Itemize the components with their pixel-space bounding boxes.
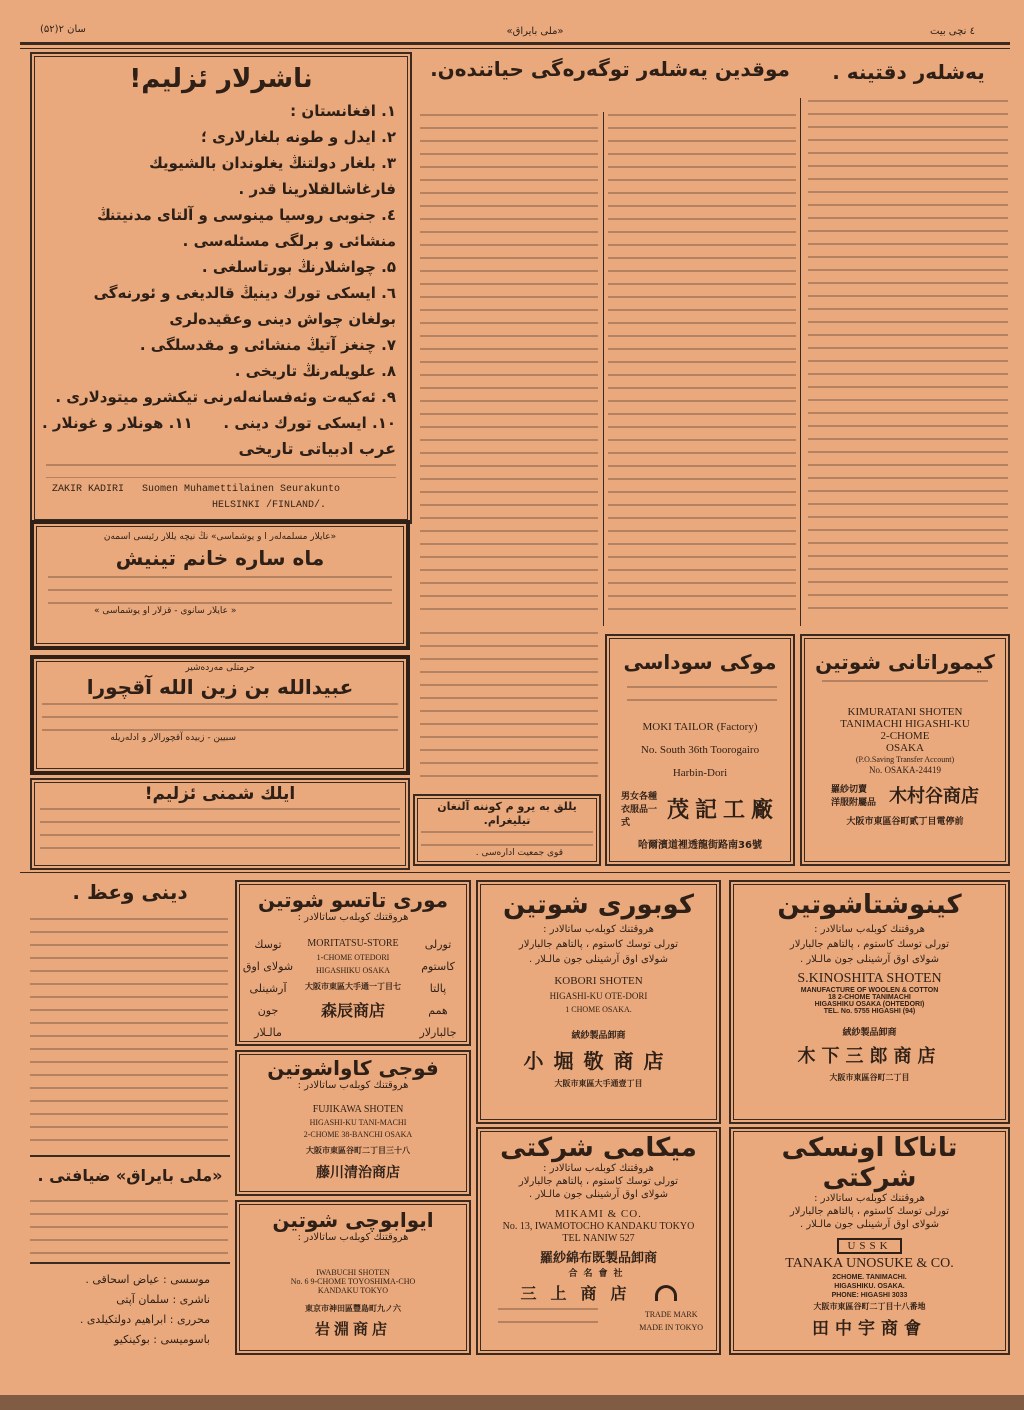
page-edge [0,1395,1024,1410]
article-body-text [822,680,988,692]
article-body-text [498,1308,598,1334]
ad-cjk-text: 絨紗製品卸商 [842,1028,897,1038]
telegram-box [413,794,601,866]
side-label: جالبارلار [419,1026,457,1039]
ad-address: No. 6 9-CHOME TOYOSHIMA-CHO [290,1277,416,1286]
ad-phone: TEL NANIW 527 [562,1233,635,1244]
ad-cjk-address: 大阪市東區谷町二丁目十八番地 [813,1302,926,1311]
ad-cjk-name: 小堀敬商店 [523,1049,674,1073]
ad-tagline: هروقتنك کوبله‌ب ساتالادر : [814,924,925,935]
ad-company-name: FUJIKAWA SHOTEN [312,1104,404,1115]
wanted-box [30,778,410,870]
obituary-name: عبیدالله بن زین الله آقچورا [86,675,354,699]
ad-company-name: KOBORI SHOTEN [554,975,643,987]
header-rule [20,48,1010,49]
iwabuchi-ad [235,1200,471,1355]
box-title: ایلك شمنی ئزلیم! [144,784,296,804]
ad-address: No. 13, IWAMOTOCHO KANDAKU TOKYO [502,1221,695,1232]
ad-company-name: KIMURATANI SHOTEN [847,706,963,718]
column-rule [800,98,801,626]
ad-cjk-address: 大阪市東區大手通壹丁目 [554,1079,643,1088]
ad-cjk-text: 羅紗切賣 洋服附屬品 [831,785,877,808]
ad-account: (P.O.Saving Transfer Account) [855,755,955,764]
ad-cjk-address: 大阪市東區谷町二丁目 [829,1073,910,1082]
kimuratani-ad [800,634,1010,866]
column-rule [603,112,604,626]
ad-company-name: IWABUCHI SHOTEN [316,1268,390,1277]
article-body-text [40,808,400,860]
obituary-intro: «عایلار مسلمه‌له‌ر ا و یوشماسی» نڭ نیچه یللار رئیسی اسمه‌ن [103,532,337,542]
ad-address: 2CHOME. TANIMACHI. [832,1274,907,1281]
ad-company-name: MIKAMI & CO. [555,1208,642,1220]
box-closing: قوی جمعیت اداره‌سی . [475,848,563,858]
list-item: ٤. جنوبی روسیا مینوسی و آلتای مدنیتنڭ منشائی و برلگی مسئله‌سی . [97,206,396,250]
ad-cjk-address: 大阪市東區谷町二丁目三十八 [306,1146,410,1155]
ad-address: MANUFACTURE OF WOOLEN & COTTON [800,987,939,994]
ad-company-name: S.KINOSHITA SHOTEN [797,971,942,986]
ad-tagline: شولای اوق آرشینلی جون مالـلار . [799,1219,940,1230]
ad-tagline: تورلی توسك کاستوم ، پالتاهم جالبارلار [789,939,950,950]
box-title: یللق به یرو م کوننه آلنغان تیلیغرام. [437,800,577,827]
issue-number: سان ۲(۵۲) [40,24,86,35]
article-body-text [420,114,598,620]
section-rule [30,1155,230,1157]
list-item: ۵. چواشلارنڭ بورتاسلغی . [201,258,396,276]
side-label: پالتا [429,982,447,995]
ad-title: میکامی شرکتی [500,1133,697,1163]
obituary-box [30,520,410,650]
ad-cjk-text: 合名會社 [568,1269,629,1279]
article-body-text [808,100,1008,620]
ad-cjk-text: 絨紗製品卸商 [571,1031,626,1041]
ad-title: ایوابوچی شوتین [272,1208,434,1232]
list-item: ۱۱. هونلار و غونلار . [42,414,193,432]
ad-title: موری تاتسو شوتین [258,888,448,912]
ussk-badge: USSK [837,1238,901,1254]
kinoshita-ad [729,880,1010,1124]
moritatsu-ad [235,880,471,1046]
obituary-box [30,655,410,775]
ad-cjk-name: 藤川清治商店 [316,1165,400,1181]
article-body-text [421,831,593,847]
staff-item: ناشری : سلمان آپتی [116,1293,210,1306]
ad-cjk-name: 森辰商店 [320,1001,385,1020]
article-body-text [42,703,398,731]
ad-tagline: هروقتنك کوبله‌ب ساتالادر : [297,912,409,923]
ad-address: HIGASHI-KU OTE-DORI [549,991,648,1001]
article-body-text [30,1200,228,1256]
ad-address: 2-CHOME [880,730,930,742]
section-rule [20,872,1010,873]
ad-cjk-address: 東京市神田區豐島町九ノ六 [305,1304,401,1313]
ad-company-name: MOKI TAILOR (Factory) [642,721,758,733]
obituary-name: ماه ساره خانم تینیش [115,546,325,570]
list-item: ۸. علویله‌رنڭ تاریخی . [234,362,396,380]
article-title: یه‌شله‌ر دقتینه . [832,60,985,84]
side-label: کاستوم [421,960,455,973]
ad-address: HIGASHIKU OSAKA (OHTEDORI) [814,1001,925,1008]
address-line: ZAKIR KADIRI Suomen Muhamettilainen Seurakunto [52,484,341,495]
obituary-intro: حرمتلی مه‌رده‌شیر [185,663,255,673]
ad-tagline: شولای اوق آرشینلی جون مالـلار . [528,954,669,965]
ad-cjk-text: 男女各種衣服品一式 [620,792,657,828]
side-label: شولای اوق [242,960,294,973]
ad-cjk-name: 茂記工廠 [666,798,779,823]
ad-cjk-name: 三上商店 [520,1284,641,1303]
fujikawa-ad [235,1050,471,1196]
ad-address: Harbin-Dori [672,767,728,779]
ad-tagline: هروقتنك کوبله‌ب ساتالادر : [297,1080,409,1091]
ad-address: 2-CHOME 38-BANCHI OSAKA [303,1130,413,1139]
header-rule [20,42,1010,45]
mikami-ad [476,1127,721,1355]
side-label: جون [257,1004,279,1017]
ad-title: کینوشتاشوتین [777,890,962,920]
staff-item: باسومیسی : بوکینکیو [114,1333,210,1346]
ad-phone: PHONE: HIGASHI 3033 [831,1292,908,1299]
ad-address: KANDAKU TOKYO [317,1286,389,1295]
ad-address: HIGASHI-KU TANI-MACHI [309,1118,407,1127]
ad-tagline: تورلی توسك کاستوم ، پالتاهم جالبارلار [518,1176,679,1187]
article-title: «ملی بایراق» ضیافتی . [37,1166,223,1185]
kobori-ad [476,880,721,1124]
list-item: ٦. ایسکی تورك دینیڭ قالدیغی و ئورنه‌گی بولغان چواش دینی وعقیده‌لری [93,284,396,328]
side-label: مالـلار [254,1026,282,1039]
obituary-closing: « عایلار سانوی - قزلار او یوشماسی » [94,606,237,616]
ad-address: 1-CHOME OTEDORI [316,953,390,962]
tanaka-ad [729,1127,1010,1355]
ad-address: HIGASHIKU OSAKA [316,966,390,975]
trademark-label: TRADE MARK [644,1310,698,1319]
ad-cjk-name: 岩淵商店 [314,1320,391,1338]
ad-tagline: هروقتنك کوبله‌ب ساتالادر : [543,924,654,935]
article-body-text [48,576,392,604]
ad-title: موکی سوداسی [623,650,777,674]
list-item: ۳. بلغار دولتنڭ یغلوندان بالشیویك فارغاشالقلارینا قدر . [149,154,396,198]
list-item: ۹. ئه‌کیه‌ت وئه‌فسانه‌له‌رنی تیکشرو میتودلاری . [55,388,396,406]
article-body-text [420,632,598,788]
ad-tagline: تورلی توسك کاستوم ، پالتاهم جالبارلار [789,1206,950,1217]
list-item: ۱۰. ایسکی تورك دینی . [223,414,396,432]
ad-cjk-address: 大阪市東區大手通一丁目七 [305,982,401,991]
staff-item: محرری : ابراهیم دولتکیلدی . [79,1313,210,1326]
article-body-text [46,464,396,478]
section-rule [30,1262,230,1264]
moki-tailor-ad [605,634,795,866]
ad-tagline: شولای اوق آرشینلی جون مالـلار . [528,1189,669,1200]
article-body-text [30,918,228,1148]
list-item: ۷. چنغز آتیڭ منشائی و مقدسلگی . [139,336,396,354]
ad-title: کیموراتانی شوتین [815,650,995,674]
ad-address: No. South 36th Toorogairo [640,744,760,756]
trademark-logo-icon [655,1285,677,1301]
page-number: ٤ نچی بیت [930,26,975,37]
ad-company-name: TANAKA UNOSUKE & CO. [785,1256,954,1271]
address-line: HELSINKI /FINLAND/. [212,500,327,511]
article-title: موقدین یه‌شله‌ر توگه‌ره‌گی حیاتنده‌ن. [430,57,790,81]
side-label: همم [428,1004,448,1017]
staff-item: موسسی : عیاض اسحاقی . [85,1273,210,1286]
ad-tagline: هروقتنك کوبله‌ب ساتالادر : [297,1232,409,1243]
ad-cjk-text: 羅紗綿布既製品卸商 [539,1251,657,1266]
ad-cjk-name: 木下三郎商店 [797,1046,942,1067]
staff-list [40,1270,210,1350]
ad-tagline: شولای اوق آرشینلی جون مالـلار . [799,954,940,965]
ad-address: OSAKA [886,742,924,754]
ad-cjk-address: 哈爾濱道裡透龍街路南36號 [638,840,762,851]
ad-tagline: هروقتنك کوبله‌ب ساتالادر : [543,1163,654,1174]
ad-address: HIGASHIKU. OSAKA. [834,1283,905,1290]
list-item: ۱. افغانستان : [290,102,396,120]
ad-cjk-name: 木村谷商店 [889,786,979,807]
ad-address: 18 2-CHOME TANIMACHI [828,994,911,1001]
made-in-label: MADE IN TOKYO [639,1323,703,1332]
ad-account-no: No. OSAKA-24419 [869,765,941,775]
ad-title: کوبوری شوتین [503,890,694,920]
box-title: ناشرلار ئزلیم! [129,64,313,94]
obituary-closing: سبیین - زبیده آقچورالار و ادله‌ریله [110,733,236,743]
article-title: دینی وعظ . [72,880,188,904]
ad-title: فوجی کاواشوتین [267,1056,439,1080]
side-label: تورلی [424,938,452,951]
ad-tagline: هروقتنك کوبله‌ب ساتالادر : [814,1193,925,1204]
article-body-text [608,114,796,620]
ad-address: TANIMACHI HIGASHI-KU [840,718,970,730]
footer-heading: عرب ادبیاتی تاریخی [238,439,396,458]
list-item: ۲. ایدل و طونه بلغارلاری ؛ [200,128,396,146]
paper-name: «ملی بایراق» [506,26,564,37]
ad-title: تاناکا اونسکی شرکتی [781,1133,958,1193]
ad-cjk-address: 大阪市東區谷町貳丁目電停前 [846,817,964,827]
article-body-text [627,686,777,712]
ad-address: 1 CHOME OSAKA. [565,1005,632,1014]
side-label: آرشینلی [249,982,287,995]
ad-tagline: تورلی توسك کاستوم ، پالتاهم جالبارلار [518,939,679,950]
side-label: توسك [254,938,282,951]
ad-phone: TEL. No. 5755 HIGASHI (94) [823,1008,916,1015]
ad-cjk-name: 田中宇商會 [812,1319,927,1339]
ad-company-name: MORITATSU-STORE [307,938,399,949]
publishers-wanted-box [30,52,412,524]
